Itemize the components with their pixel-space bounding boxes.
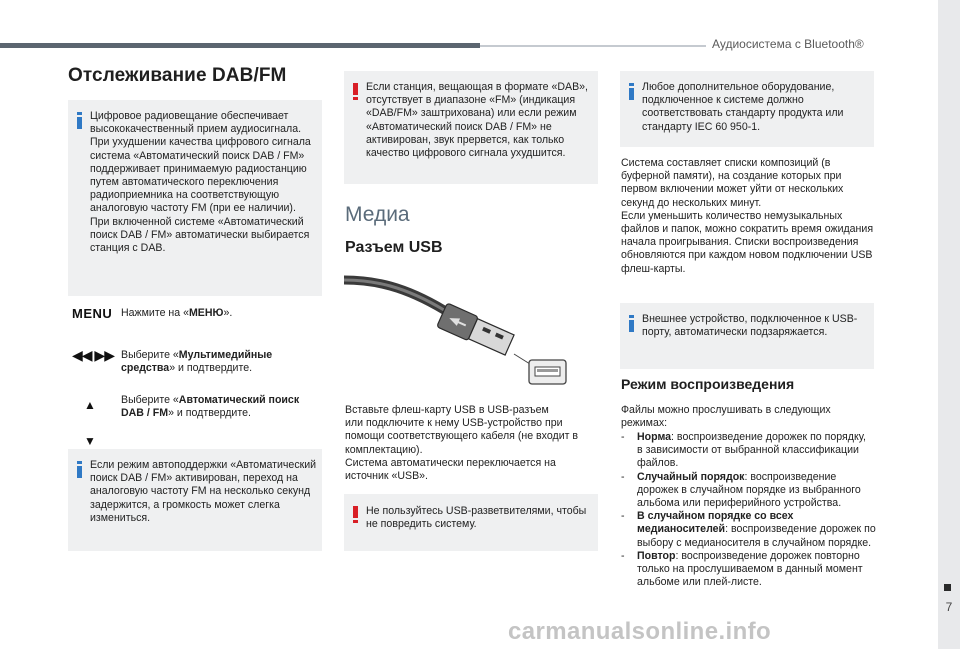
usb-instructions: Вставьте флеш-карту USB в USB-разъем или подключите к нему USB-устройство при помощи соответствующего кабеля (не входит в комплектацию). Система автоматически переключается на источник «USB». — [345, 404, 579, 483]
info-box-equipment — [620, 71, 874, 147]
warning-box-dab — [344, 71, 598, 184]
warning-box-usb-hub — [344, 494, 598, 551]
header-rule-dark — [0, 43, 480, 48]
section-title-media: Медиа — [345, 203, 410, 226]
watermark: carmanualsonline.info — [508, 618, 772, 645]
step-select-media: Выберите «Мультимедийные средства» и подтвердите. — [121, 349, 273, 375]
page-edge-strip — [938, 0, 960, 649]
info-icon — [629, 315, 634, 332]
usb-heading: Разъем USB — [345, 239, 443, 256]
list-item: - Случайный порядок: воспроизведение дорожек в случайном порядке из выбранного альбома или периферийного устройства. — [621, 470, 861, 510]
list-item: - Повтор: воспроизведение дорожек повторно только на прослушиваемом в данный момент альбоме или плей-листе. — [621, 549, 863, 589]
info-icon — [629, 83, 634, 100]
playback-intro: Файлы можно прослушивать в следующих режимах: — [621, 404, 831, 430]
info-box-autosupport-text: Если режим автоподдержки «Автоматический поиск DAB / FM» активирован, переход на аналоговую частоту FM на несколько секунд задержится, а громкость может слегка измениться. — [90, 459, 317, 524]
left-right-arrows-icon: ◀◀ ▶▶ — [72, 347, 114, 363]
playback-heading: Режим воспроизведения — [621, 376, 795, 392]
list-item: - В случайном порядке со всех медианосителей: воспроизведение дорожек по выбору с медианосителя в случайном порядке. — [621, 510, 876, 549]
header-rule-light — [480, 45, 706, 47]
info-box-dab — [68, 100, 322, 296]
usb-plug-illustration — [344, 268, 598, 392]
warning-box-dab-text: Если станция, вещающая в формате «DAB», отсутствует в диапазоне «FM» (индикация «DAB/FM» заштрихована) или если режим «Автоматический поиск DAB / FM» не активирован, звук прервется, как только качество цифрового сигнала ухудшится. — [366, 81, 588, 160]
step-select-auto-search: Выберите «Автоматический поиск DAB / FM» и подтвердите. — [121, 394, 300, 420]
page-number: 7 — [945, 600, 953, 614]
list-item: - Норма: воспроизведение дорожек по порядку, в зависимости от выбранной классификации файлов. — [621, 431, 866, 470]
step-press-menu: Нажмите на «МЕНЮ». — [121, 307, 233, 319]
info-box-charging-text: Внешнее устройство, подключенное к USB- порту, автоматически подзаряжается. — [642, 313, 858, 339]
info-box-charging — [620, 303, 874, 369]
warning-box-usb-hub-text: Не пользуйтесь USB-разветвителями, чтобы не повредить систему. — [366, 505, 587, 531]
page-edge-marker — [944, 584, 951, 591]
info-box-dab-text: Цифровое радиовещание обеспечивает высококачественный прием аудиосигнала. При ухудшении качества цифрового сигнала система «Автоматический поиск DAB / FM» поддерживает принимаемую радиостанцию путем автоматического переключения радиоприемника на соответствующую аналоговую частоту FM (при ее наличии). При включенной системе «Автоматический поиск DAB / FM» автоматически выбирается станция с DAB. — [90, 110, 311, 255]
warning-icon — [353, 83, 358, 100]
playback-modes-list — [621, 431, 881, 589]
up-down-arrows-icon: ▲ ▼ — [84, 398, 96, 448]
info-icon — [77, 112, 82, 129]
page-title: Отслеживание DAB/FM — [68, 65, 287, 86]
info-icon — [77, 461, 82, 478]
info-box-autosupport — [68, 449, 322, 551]
info-box-equipment-text: Любое дополнительное оборудование, подключенное к системе должно соответствовать стандарту продукта или стандарту IEC 60 950-1. — [642, 81, 844, 133]
menu-key-icon: MENU — [72, 306, 113, 321]
playlist-paragraph: Система составляет списки композиций (в буферной памяти), на создание которых при первом включении может уйти от нескольких секунд до нескольких минут. Если уменьшить количество немузыкальных файлов и папок, можно сократить время ожидания начала проигрывания. Списки воспроизведения обновляются при каждом новом подключении USB флеш-карты. — [621, 157, 874, 275]
warning-icon — [353, 506, 358, 523]
header-section-title: Аудиосистема с Bluetooth® — [712, 37, 864, 51]
